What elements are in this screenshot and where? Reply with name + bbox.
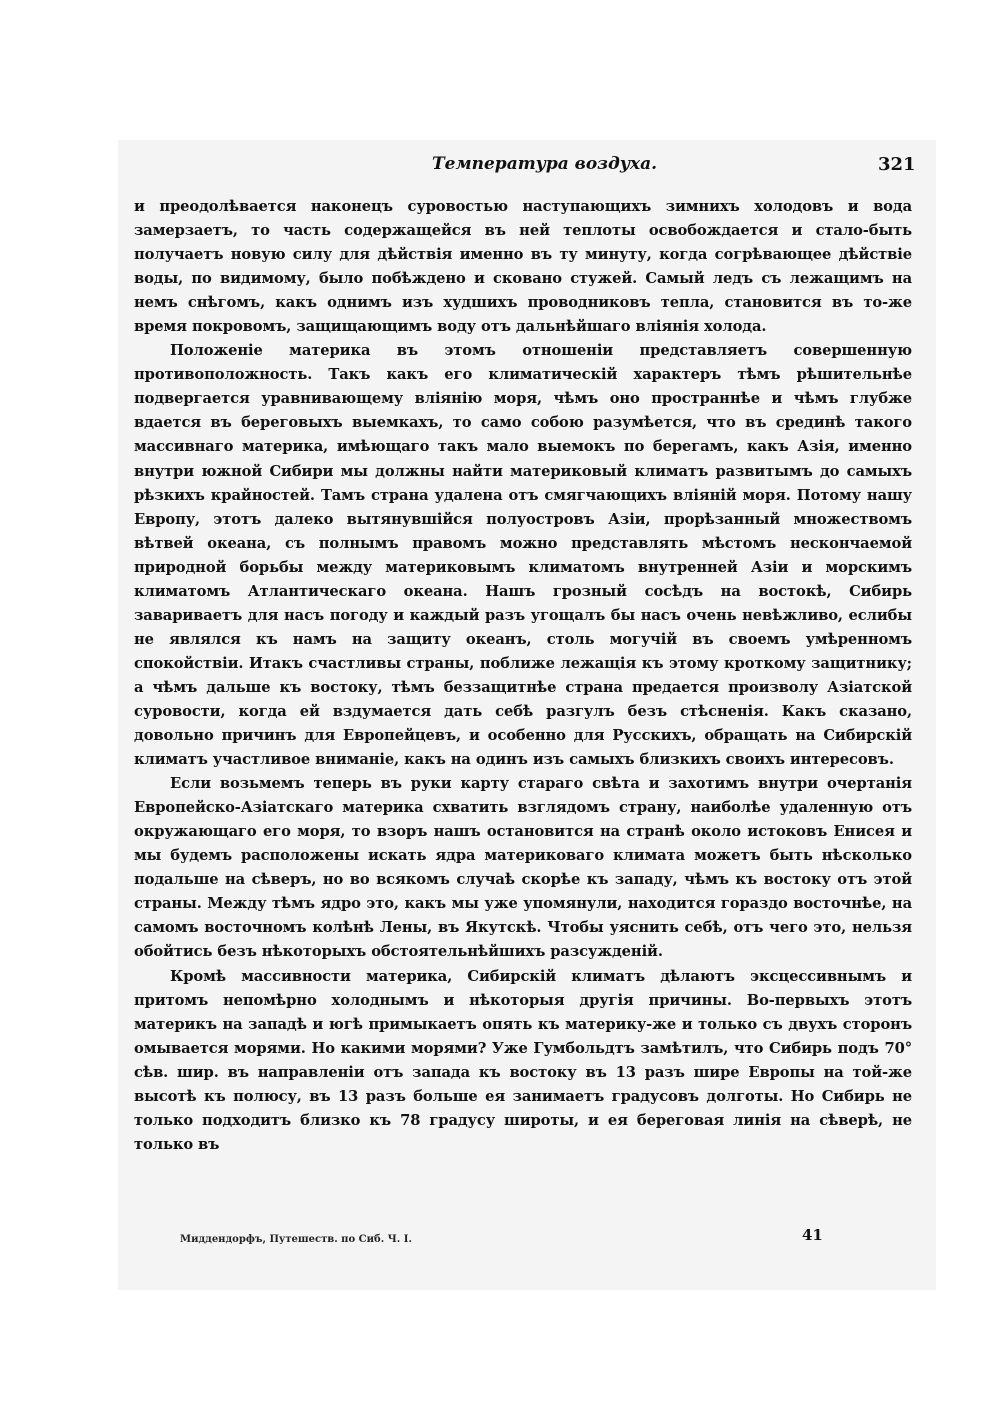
footer-signature: Миддендорфъ, Путешеств. по Сиб. Ч. I.: [180, 1234, 412, 1245]
paragraph-1: и преодолѣвается наконецъ суровостью наступающихъ зимнихъ холодовъ и вода замерзаетъ, то часть содержащейся въ ней теплоты освобождается и стало-быть получаетъ новую силу для дѣйствія именно въ ту минуту, когда согрѣвающее дѣйствіе воды, по видимому, было побѣждено и сковано стужей. Самый ледъ съ лежащимъ на немъ снѣгомъ, какъ однимъ изъ худшихъ проводниковъ тепла, становится въ то-же время покровомъ, защищающимъ воду отъ дальнѣйшаго вліянія холода.: [134, 198, 912, 336]
sheet-signature-mark: 41: [802, 1226, 823, 1244]
paragraph-4: Кромѣ массивности материка, Сибирскій климатъ дѣлаютъ эксцессивнымъ и притомъ непомѣрно холоднымъ и нѣкоторыя другія причины. Во-первыхъ этотъ материкъ на западѣ и югѣ примыкаетъ опять къ материку-же и только съ двухъ сторонъ омывается морями. Но какими морями? Уже Гумбольдтъ замѣтилъ, что Сибирь подъ 70° сѣв. шир. въ направленіи отъ запада къ востоку въ 13 разъ шире Европы на той-же высотѣ къ полюсу, въ 13 разъ больше ея занимаетъ градусовъ долготы. Но Сибирь не только подходитъ близко къ 78 градусу широты, и ея береговая линія на сѣверѣ, не только въ: [134, 967, 912, 1153]
running-title: Температура воздуха.: [432, 154, 658, 174]
body-text: [134, 195, 912, 1157]
page-number: 321: [878, 154, 916, 175]
paragraph-2: Положеніе материка въ этомъ отношеніи представляетъ совершенную противоположность. Такъ какъ его климатическій характеръ тѣмъ рѣшительнѣе подвергается уравнивающему вліянію моря, чѣмъ оно пространнѣе и чѣмъ глубже вдается въ береговыхъ выемкахъ, то само собою разумѣется, что въ срединѣ такого массивнаго материка, имѣющаго такъ мало выемокъ по берегамъ, какъ Азія, именно внутри южной Сибири мы должны найти материковый климатъ развитымъ до самыхъ рѣзкихъ крайностей. Тамъ страна удалена отъ смягчающихъ вліяній моря. Потому нашу Европу, этотъ далеко вытянувшійся полуостровъ Азіи, прорѣзанный множествомъ вѣтвей океана, съ полнымъ правомъ можно представлять мѣстомъ нескончаемой природной борьбы между материковымъ климатомъ внутренней Азіи и морскимъ климатомъ Атлантическаго океана. Нашъ грозный сосѣдъ на востокѣ, Сибирь завариваетъ для насъ погоду и каждый разъ угощалъ бы насъ очень невѣжливо, еслибы не являлся къ намъ на защиту океанъ, столь могучій въ своемъ умѣренномъ спокойствіи. Итакъ счастливы страны, поближе лежащія къ этому кроткому защитнику; а чѣмъ дальше къ востоку, тѣмъ беззащитнѣе страна предается произволу Азіатской суровости, когда ей вздумается дать себѣ разгулъ безъ стѣсненія. Какъ сказано, довольно причинъ для Европейцевъ, и особенно для Русскихъ, обращать на Сибирскій климатъ участливое вниманіе, какъ на одинъ изъ самыхъ близкихъ своихъ интересовъ.: [134, 342, 912, 769]
paragraph-3: Если возьмемъ теперь въ руки карту стараго свѣта и захотимъ внутри очертанія Европейско-Азіатскаго материка схватить взглядомъ страну, наиболѣе удаленную отъ окружающаго его моря, то взоръ нашъ остановится на странѣ около истоковъ Енисея и мы будемъ расположены искать ядра материковаго климата можетъ быть нѣсколько подальше на сѣверъ, но во всякомъ случаѣ скорѣе къ западу, чѣмъ къ востоку отъ этой страны. Между тѣмъ ядро это, какъ мы уже упомянули, находится гораздо восточнѣе, на самомъ восточномъ колѣнѣ Лены, въ Якутскѣ. Чтобы уяснить себѣ, отъ чего это, нельзя обойтись безъ нѣкоторыхъ обстоятельнѣйшихъ разсужденій.: [134, 775, 912, 961]
